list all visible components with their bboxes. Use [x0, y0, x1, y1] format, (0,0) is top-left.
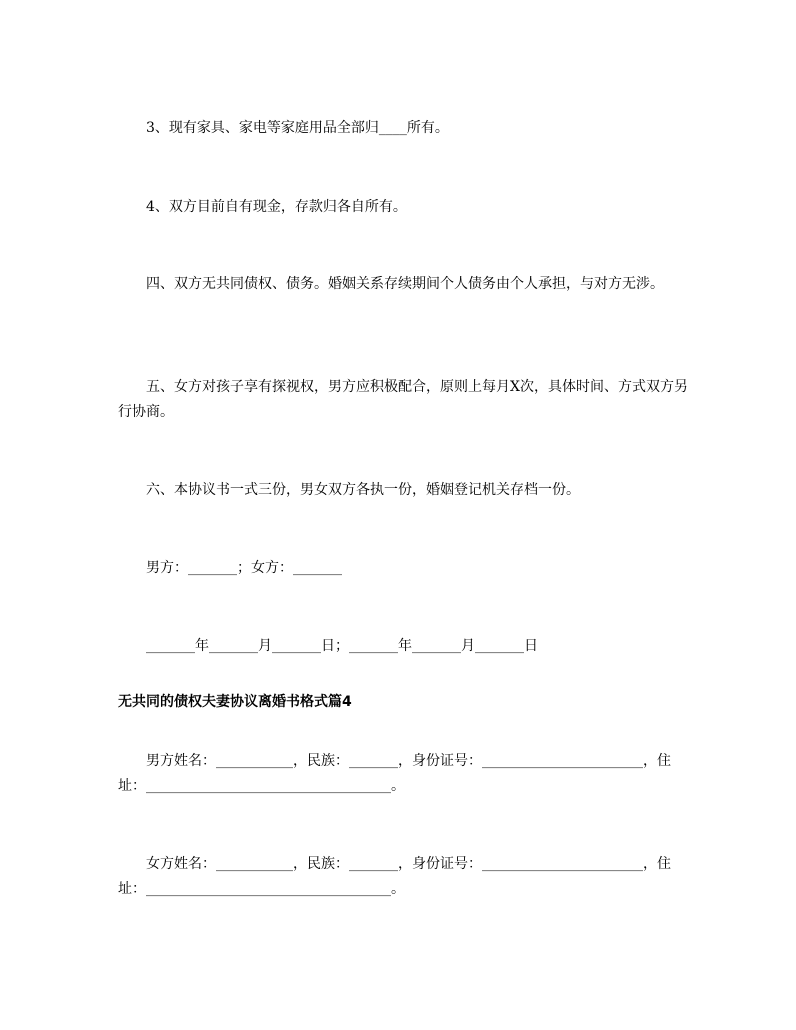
clause-4-paragraph: 四、双方无共同债权、债务。婚姻关系存续期间个人债务由个人承担，与对方无涉。 [146, 276, 664, 292]
male-info-paragraph: 男方姓名：___________，民族：_______，身份证号：_______________________，住址：___________________________________。 [118, 753, 671, 794]
clause-5-paragraph: 五、女方对孩子享有探视权，男方应积极配合，原则上每月X次，具体时间、方式双方另行协商。 [118, 379, 688, 420]
date-line: _______年_______月_______日；_______年_______月_______日 [146, 638, 538, 654]
signature-line: 男方：_______；女方：_______ [146, 560, 342, 576]
item-4-paragraph: 4、双方目前自有现金，存款归各自所有。 [146, 199, 407, 215]
item-3-paragraph: 3、现有家具、家电等家庭用品全部归____所有。 [146, 120, 449, 136]
section-heading: 无共同的债权夫妻协议离婚书格式篇4 [118, 694, 352, 710]
female-info-paragraph: 女方姓名：___________，民族：_______，身份证号：_______________________，住址：___________________________________。 [118, 856, 671, 897]
clause-6-paragraph: 六、本协议书一式三份，男女双方各执一份，婚姻登记机关存档一份。 [146, 482, 580, 498]
